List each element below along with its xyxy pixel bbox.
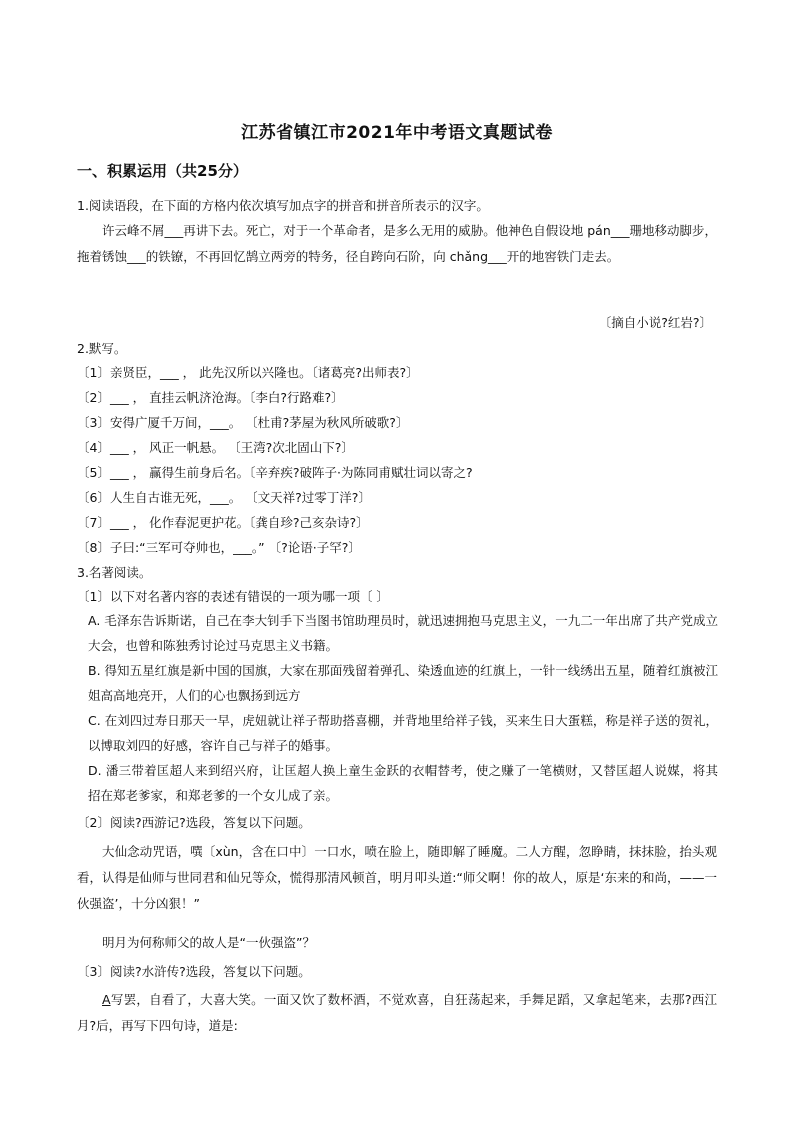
- q3-passage2: 大仙念动咒语，噀〔xùn，含在口中〕一口水，喷在脸上，随即解了睡魔。二人方醒，忽睁睛，抹抹脸，抬头观看，认得是仙师与世同君和仙兄等众，慌得那清风顿首，明月叩头道:“师父啊！你的故人，原是‘东来的和尚，——一伙强盗’，十分凶狠！”: [77, 844, 717, 911]
- q3-sub2: 〔2〕阅读?西游记?选段，答复以下问题。: [77, 815, 311, 830]
- q2-item: 〔3〕安得广厦千万间，___。 〔杜甫?茅屋为秋风所破歌?〕: [77, 415, 409, 430]
- option-a: A. 毛泽东告诉斯诺，自己在李大钊手下当图书馆助理员时，就迅速拥抱马克思主义，一九二一年出席了共产党成立大会，也曾和陈独秀讨论过马克思主义书籍。: [88, 613, 718, 653]
- q2-item: 〔4〕___ ， 风正一帆悬。 〔王湾?次北固山下?〕: [77, 440, 354, 455]
- q1-passage: 许云峰不屑___再讲下去。死亡，对于一个革命者，是多么无用的威胁。他神色自假设地 pán___珊地移动脚步，拖着锈蚀___的铁镣，不再回忆鹄立两旁的特务，径自跨向石阶，向 chǎng___开的地窖铁门走去。: [77, 223, 717, 264]
- passage-mark-a: A: [102, 992, 111, 1007]
- option-d: D. 潘三带着匡超人来到绍兴府，让匡超人换上童生金跃的衣帽替考，使之赚了一笔横财，又替匡超人说媒，将其招在郑老爹家，和郑老爹的一个女儿成了亲。: [88, 763, 718, 803]
- q2-item: 〔7〕___ ， 化作春泥更护花。〔龚自珍?己亥杂诗?〕: [77, 515, 369, 530]
- q2-item: 〔5〕___ ， 赢得生前身后名。〔辛弃疾?破阵子·为陈同甫赋壮词以寄之?: [77, 465, 473, 480]
- q2-item: 〔6〕人生自古谁无死，___。 〔文天祥?过零丁洋?〕: [77, 490, 371, 505]
- q3-stem: 3.名著阅读。: [77, 565, 152, 580]
- option-b: B. 得知五星红旗是新中国的国旗，大家在那面残留着弹孔、染透血迹的红旗上，一针一线绣出五星，随着红旗被江姐高高地亮开，人们的心也飘扬到远方: [88, 663, 718, 703]
- q3-question2: 明月为何称师父的故人是“一伙强盗”？: [102, 935, 315, 950]
- q3-sub1: 〔1〕以下对名著内容的表述有错误的一项为哪一项〔 〕: [77, 589, 389, 604]
- q3-sub3: 〔3〕阅读?水浒传?选段，答复以下问题。: [77, 964, 311, 979]
- q2-item: 〔2〕___ ， 直挂云帆济沧海。〔李白?行路难?〕: [77, 390, 344, 405]
- q3-passage3: [77, 987, 717, 1039]
- page-title: 江苏省镇江市2021年中考语文真题试卷: [241, 123, 553, 143]
- q1-stem: 1.阅读语段，在下面的方格内依次填写加点字的拼音和拼音所表示的汉字。: [77, 198, 489, 213]
- passage3-text: 写罢，自看了，大喜大笑。一面又饮了数杯酒，不觉欢喜，自狂荡起来，手舞足蹈，又拿起笔来，去那?西江月?后，再写下四句诗，道是:: [77, 992, 717, 1033]
- q2-stem: 2.默写。: [77, 341, 127, 356]
- section-heading: 一、积累运用（共25分）: [77, 162, 248, 180]
- q2-item: 〔8〕子曰:“三军可夺帅也，___。” 〔?论语·子罕?〕: [77, 540, 361, 555]
- q2-item: 〔1〕亲贤臣，___ ， 此先汉所以兴隆也。〔诸葛亮?出师表?〕: [77, 365, 419, 380]
- option-c: C. 在刘四过寿日那天一早，虎妞就让祥子帮助搭喜棚，并背地里给祥子钱，买来生日大蛋糕，称是祥子送的贺礼，以博取刘四的好感，容许自己与祥子的婚事。: [88, 713, 718, 753]
- q1-source: 〔摘自小说?红岩?〕: [598, 315, 712, 330]
